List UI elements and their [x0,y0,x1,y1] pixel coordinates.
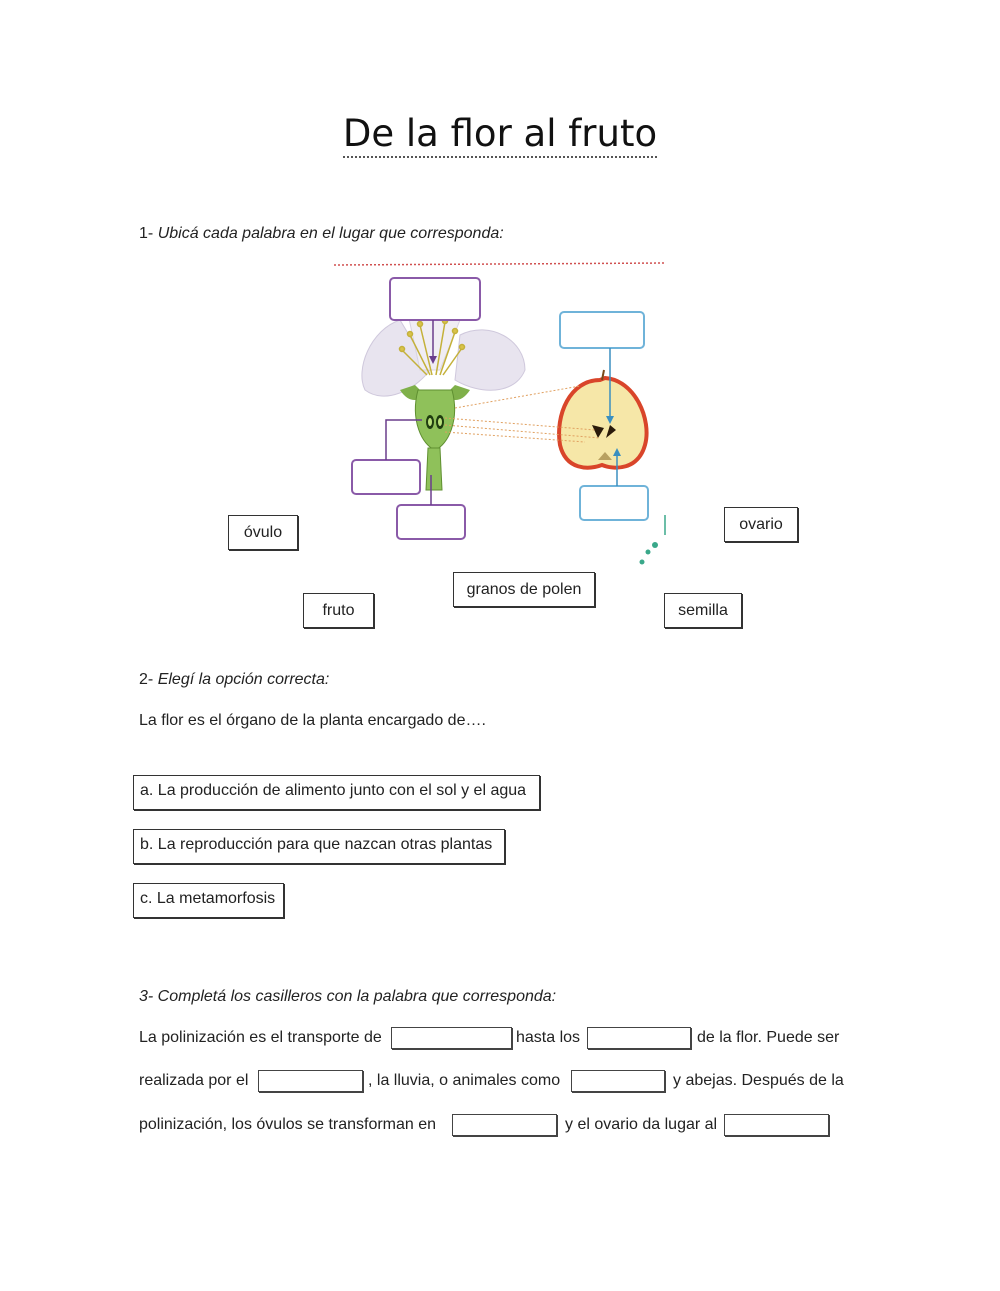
option-b[interactable]: b. La reproducción para que nazcan otras plantas [133,829,505,864]
line2-text-2: , la lluvia, o animales como [368,1072,561,1089]
blank-6[interactable] [724,1114,829,1136]
flower-fruit-illustration [330,260,670,570]
blank-5[interactable] [452,1114,557,1136]
apple-icon [559,370,647,468]
line3-text-1: polinización, los óvulos se transforman en [139,1116,437,1133]
diagram-box-bottom-blue [580,486,648,520]
blank-4[interactable] [571,1070,665,1092]
diagram-box-bottom-purple [397,505,465,539]
line3-text-2: y el ovario da lugar al [565,1116,718,1133]
section1-heading: 1- Ubicá cada palabra en el lugar que corresponda: [139,225,504,242]
line2-text-1: realizada por el [139,1072,249,1089]
line1-text-3: de la flor. Puede ser [697,1029,840,1046]
diagram-box-left-purple [352,460,420,494]
option-c[interactable]: c. La metamorfosis [133,883,284,918]
section2-heading: 2- Elegí la opción correcta: [139,671,330,688]
word-granos-de-polen[interactable]: granos de polen [453,572,595,607]
blank-3[interactable] [258,1070,363,1092]
line2-text-3: y abejas. Después de la [673,1072,844,1089]
word-ovulo[interactable]: óvulo [228,515,298,550]
blank-2[interactable] [587,1027,691,1049]
diagram-box-top-purple [390,278,480,320]
flower-fruit-diagram [330,260,670,570]
word-ovario[interactable]: ovario [724,507,798,542]
word-fruto[interactable]: fruto [303,593,374,628]
blank-1[interactable] [391,1027,512,1049]
page-title: De la flor al fruto [0,112,1000,155]
option-a[interactable]: a. La producción de alimento junto con el sol y el agua [133,775,540,810]
section3-heading: 3- Completá los casilleros con la palabra que corresponda: [139,988,557,1005]
diagram-box-top-blue [560,312,644,348]
line1-text-2: hasta los [516,1029,581,1046]
word-semilla[interactable]: semilla [664,593,742,628]
line1-text-1: La polinización es el transporte de [139,1029,382,1046]
section2-question: La flor es el órgano de la planta encargado de…. [139,712,486,729]
